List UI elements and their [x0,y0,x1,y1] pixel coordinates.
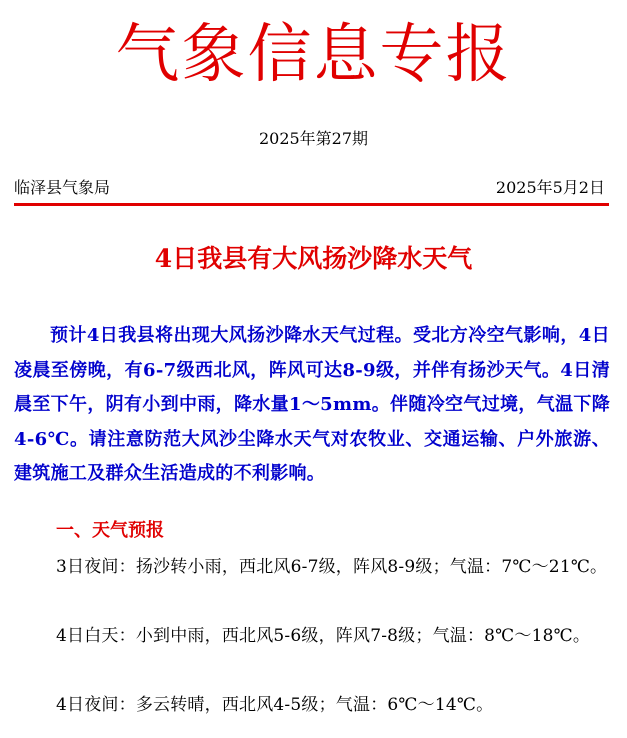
forecast-item: 4日白天：小到中雨，西北风5-6级，阵风7-8级；气温：8℃～18℃。 [56,626,591,646]
forecast-item: 3日夜间：扬沙转小雨，西北风6-7级，阵风8-9级；气温：7℃～21℃。 [56,557,608,577]
headline: 4日我县有大风扬沙降水天气 [154,244,473,273]
issuing-department: 临泽县气象局 [14,178,111,197]
forecast-item: 4日夜间：多云转晴，西北风4-5级；气温：6℃～14℃。 [56,695,494,715]
header-divider [14,203,609,206]
issue-number: 2025年第27期 [258,129,369,148]
summary-paragraph: 预计4日我县将出现大风扬沙降水天气过程。受北方冷空气影响，4日凌晨至傍晚，有6-7级西北风，阵风可达8-9级，并伴有扬沙天气。4日清晨至下午，阴有小到中雨，降水量1～5mm。伴随冷空气过境，气温下降4-6℃。请注意防范大风沙尘降水天气对农牧业、交通运输、户外旅游、建筑施工及群众生活造成的不利影响。 [14,325,610,484]
bulletin-masthead-title: 气象信息专报 [115,18,512,92]
issue-date: 2025年5月2日 [495,178,605,197]
section-heading-forecast: 一、天气预报 [56,520,164,541]
